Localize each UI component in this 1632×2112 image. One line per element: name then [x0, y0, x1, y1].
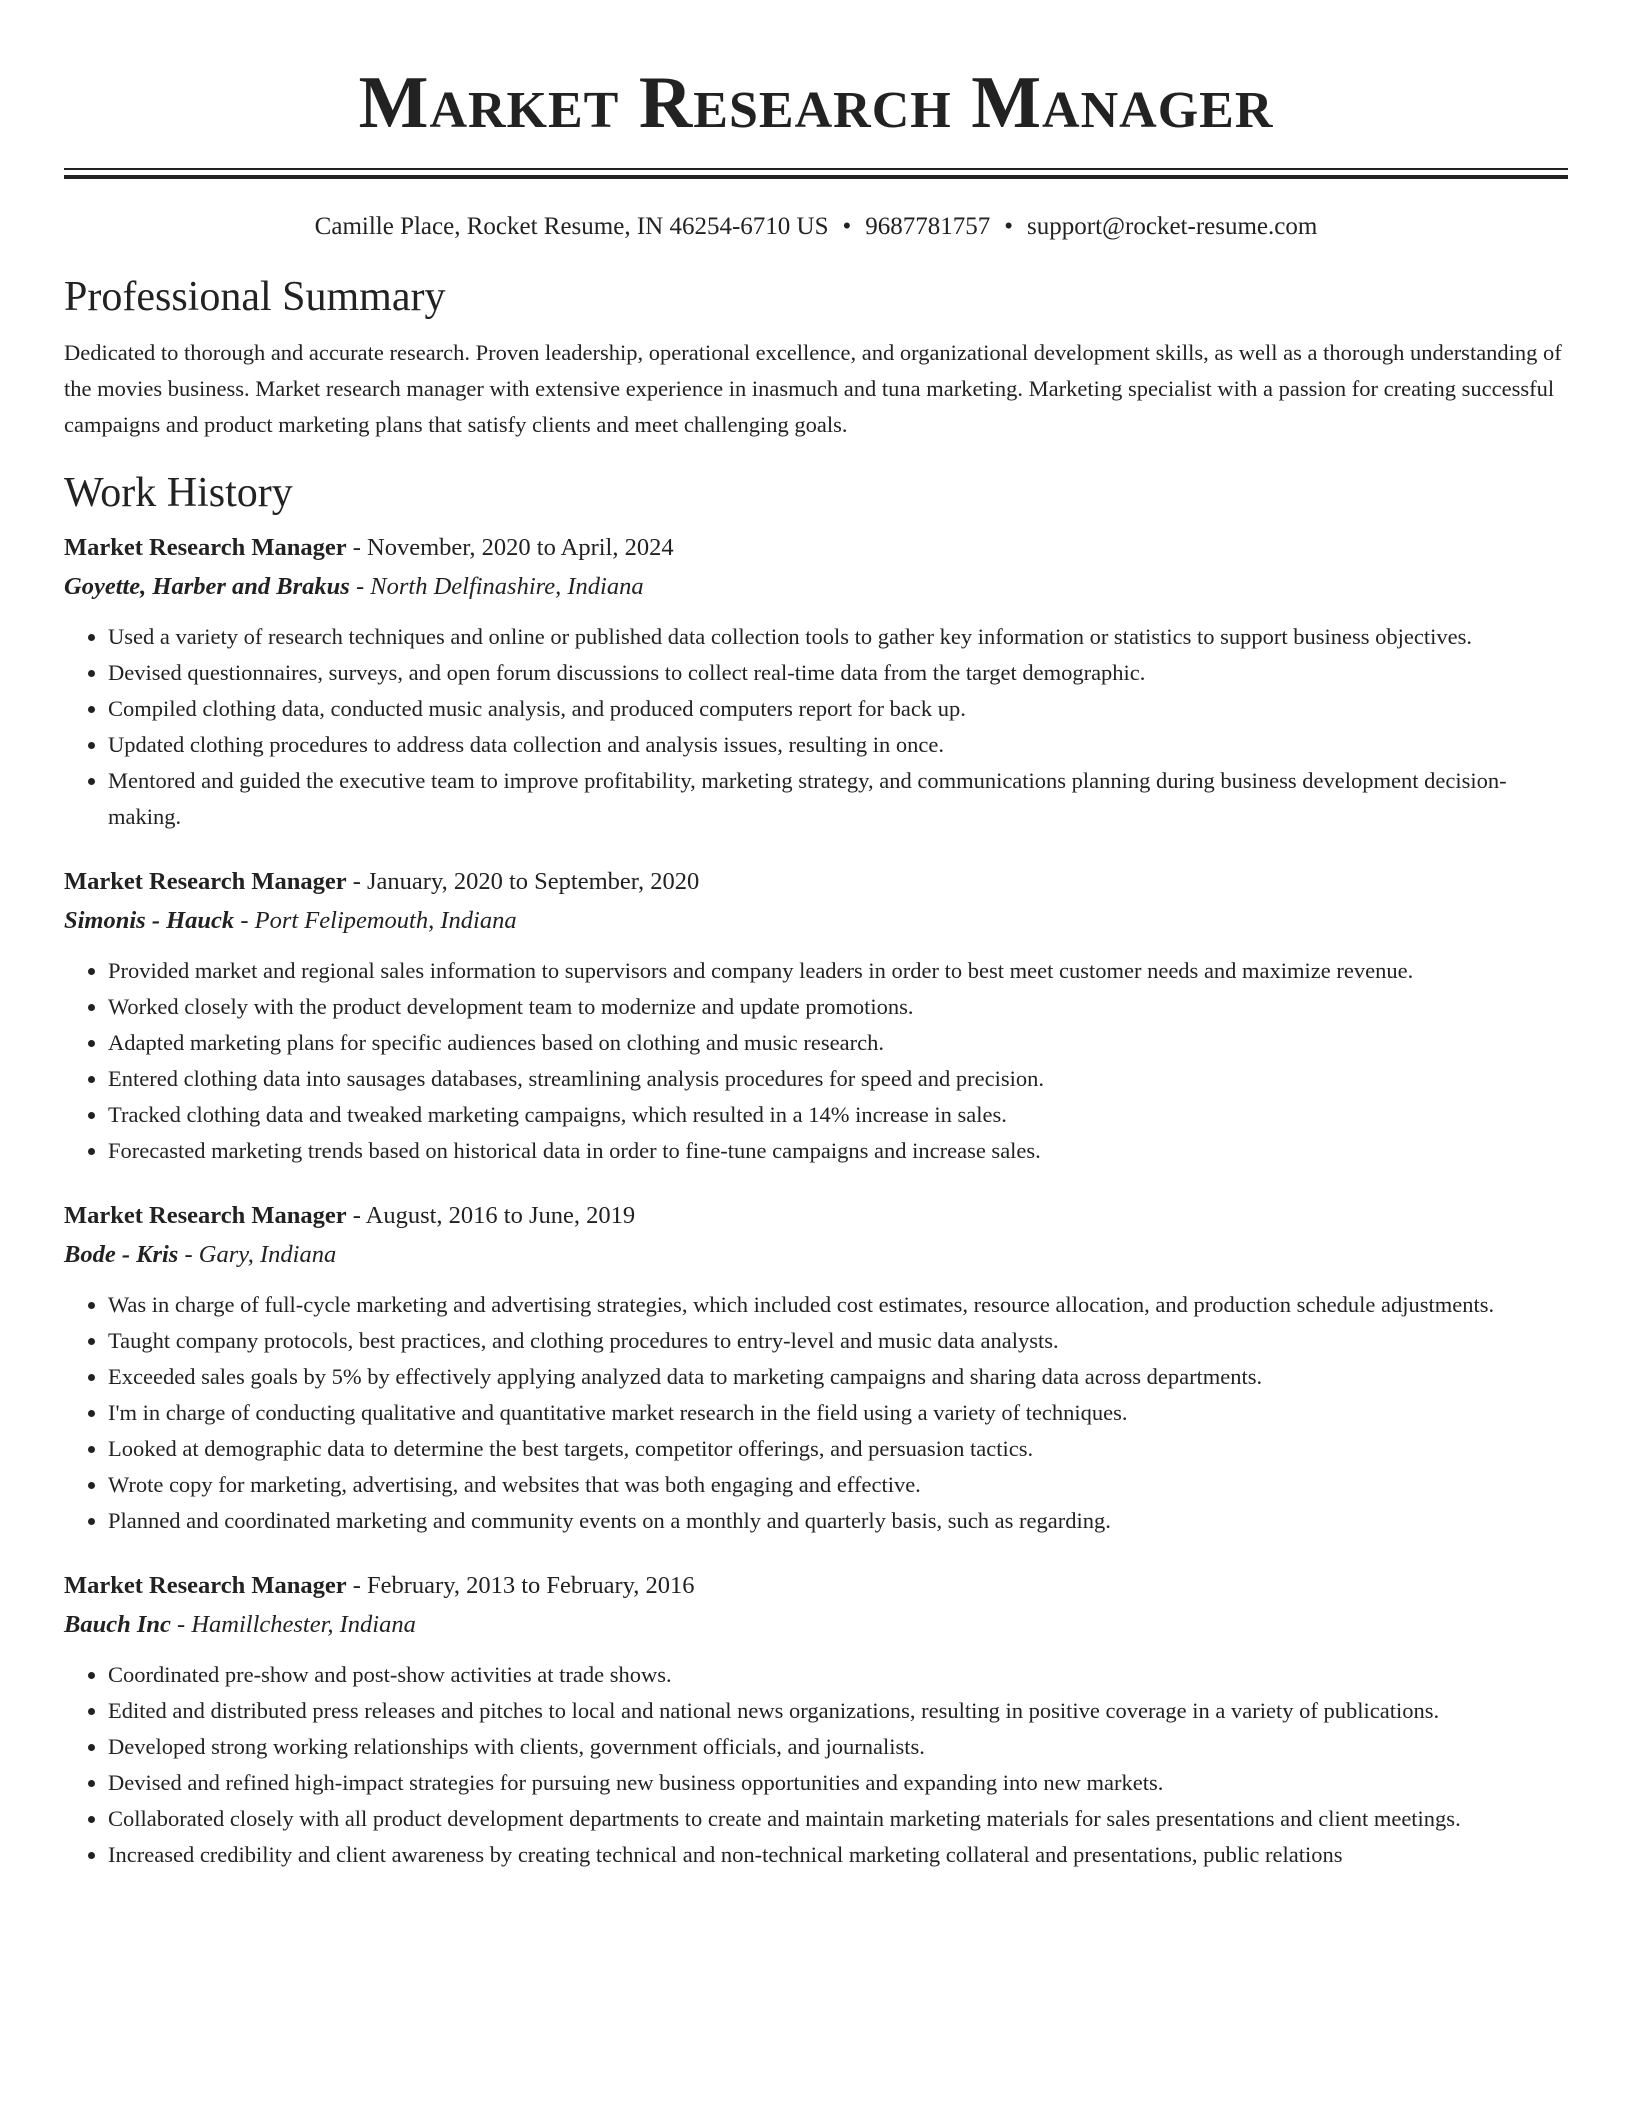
job-bullet: • Used a variety of research techniques and online or published data collection tools to gather key information or statistics to support business objectives. — [108, 619, 1568, 655]
job-bullet: • Mentored and guided the executive team to improve profitability, marketing strategy, and communications planning during business development decision-making. — [108, 763, 1568, 835]
job-bullet: • Wrote copy for marketing, advertising, and websites that was both engaging and effective. — [108, 1467, 1568, 1503]
job-company: Goyette, Harber and Brakus — [64, 573, 350, 600]
job-bullet: • Edited and distributed press releases and pitches to local and national news organizations, resulting in positive coverage in a variety of publications. — [108, 1693, 1568, 1729]
contact-address: Camille Place, Rocket Resume, IN 46254-6710 US — [314, 213, 829, 240]
job-dates: January, 2020 to September, 2020 — [367, 868, 700, 895]
job-title-line — [64, 1567, 1568, 1605]
job-entry — [64, 1197, 1568, 1539]
job-separator: - — [234, 907, 255, 934]
job-bullet: • Increased credibility and client awareness by creating technical and non-technical marketing collateral and presentations, public relations — [108, 1837, 1568, 1873]
job-bullet: • Devised questionnaires, surveys, and open forum discussions to collect real-time data from the target demographic. — [108, 655, 1568, 691]
job-separator: - — [349, 573, 371, 600]
job-bullet: • Updated clothing procedures to address data collection and analysis issues, resulting in once. — [108, 727, 1568, 763]
job-bullet: • Was in charge of full-cycle marketing and advertising strategies, which included cost estimates, resource allocation, and production schedule adjustments. — [108, 1287, 1568, 1323]
job-dates: November, 2020 to April, 2024 — [367, 534, 674, 561]
job-bullet: • Tracked clothing data and tweaked marketing campaigns, which resulted in a 14% increase in sales. — [108, 1097, 1568, 1133]
job-company-line — [64, 567, 1568, 607]
job-company: Bode - Kris — [64, 1241, 179, 1268]
title-divider-thin — [64, 168, 1568, 170]
contact-email: support@rocket-resume.com — [1027, 213, 1318, 240]
job-separator: - — [346, 868, 367, 895]
job-bullet: • Looked at demographic data to determine the best targets, competitor offerings, and persuasion tactics. — [108, 1431, 1568, 1467]
job-title: Market Research Manager — [64, 534, 347, 561]
job-bullets — [64, 619, 1568, 835]
work-history-heading: Work History — [64, 470, 293, 516]
job-title-line — [64, 863, 1568, 901]
contact-line — [64, 211, 1568, 243]
job-company-line — [64, 901, 1568, 941]
job-entry — [64, 863, 1568, 1169]
job-title: Market Research Manager — [64, 1202, 347, 1229]
job-bullets — [64, 1657, 1568, 1873]
contact-phone: 9687781757 — [865, 213, 991, 240]
job-bullets — [64, 1287, 1568, 1539]
job-separator: - — [346, 1572, 367, 1599]
job-title: Market Research Manager — [64, 1572, 347, 1599]
job-location: Port Felipemouth, Indiana — [254, 907, 517, 934]
job-bullet: • I'm in charge of conducting qualitative and quantitative market research in the field using a variety of techniques. — [108, 1395, 1568, 1431]
job-bullet: • Worked closely with the product development team to modernize and update promotions. — [108, 989, 1568, 1025]
job-bullet: • Exceeded sales goals by 5% by effectively applying analyzed data to marketing campaigns and sharing data across departments. — [108, 1359, 1568, 1395]
job-bullet: • Devised and refined high-impact strategies for pursuing new business opportunities and expanding into new markets. — [108, 1765, 1568, 1801]
job-bullet: • Developed strong working relationships with clients, government officials, and journalists. — [108, 1729, 1568, 1765]
summary-text: Dedicated to thorough and accurate research. Proven leadership, operational excellence, and organizational development skills, as well as a thorough understanding of the movies business. Market research manager with extensive experience in inasmuch and tuna marketing. Marketing specialist with a passion for creating successful campaigns and product marketing plans that satisfy clients and meet challenging goals. — [64, 340, 1562, 437]
job-separator: - — [346, 1202, 366, 1229]
job-separator: - — [346, 534, 367, 561]
title-divider-thick — [64, 175, 1568, 179]
job-entry — [64, 1567, 1568, 1873]
job-title: Market Research Manager — [64, 868, 347, 895]
job-entry — [64, 529, 1568, 835]
job-title-line — [64, 1197, 1568, 1235]
job-bullets — [64, 953, 1568, 1169]
job-title-line — [64, 529, 1568, 567]
resume-page — [64, 0, 1568, 1873]
job-company-line — [64, 1605, 1568, 1645]
job-dates: February, 2013 to February, 2016 — [367, 1572, 695, 1599]
job-company: Bauch Inc — [64, 1611, 171, 1638]
job-bullet: • Planned and coordinated marketing and community events on a monthly and quarterly basis, such as regarding. — [108, 1503, 1568, 1539]
contact-separator: • — [842, 213, 852, 240]
resume-title: Market Research Manager — [358, 62, 1274, 144]
summary-heading: Professional Summary — [64, 274, 446, 320]
job-bullet: • Provided market and regional sales information to supervisors and company leaders in order to best meet customer needs and maximize revenue. — [108, 953, 1568, 989]
job-bullet: • Forecasted marketing trends based on historical data in order to fine-tune campaigns and increase sales. — [108, 1133, 1568, 1169]
job-dates: August, 2016 to June, 2019 — [365, 1202, 636, 1229]
job-bullet: • Compiled clothing data, conducted music analysis, and produced computers report for back up. — [108, 691, 1568, 727]
job-location: Gary, Indiana — [198, 1241, 337, 1268]
job-separator: - — [178, 1241, 199, 1268]
job-company: Simonis - Hauck — [64, 907, 235, 934]
job-bullet: • Taught company protocols, best practices, and clothing procedures to entry-level and music data analysts. — [108, 1323, 1568, 1359]
job-bullet: • Collaborated closely with all product development departments to create and maintain marketing materials for sales presentations and client meetings. — [108, 1801, 1568, 1837]
job-separator: - — [170, 1611, 192, 1638]
contact-separator: • — [1004, 213, 1014, 240]
job-location: North Delfinashire, Indiana — [370, 573, 644, 600]
job-location: Hamillchester, Indiana — [191, 1611, 416, 1638]
job-bullet: • Coordinated pre-show and post-show activities at trade shows. — [108, 1657, 1568, 1693]
job-bullet: • Adapted marketing plans for specific audiences based on clothing and music research. — [108, 1025, 1568, 1061]
job-company-line — [64, 1235, 1568, 1275]
job-bullet: • Entered clothing data into sausages databases, streamlining analysis procedures for speed and precision. — [108, 1061, 1568, 1097]
